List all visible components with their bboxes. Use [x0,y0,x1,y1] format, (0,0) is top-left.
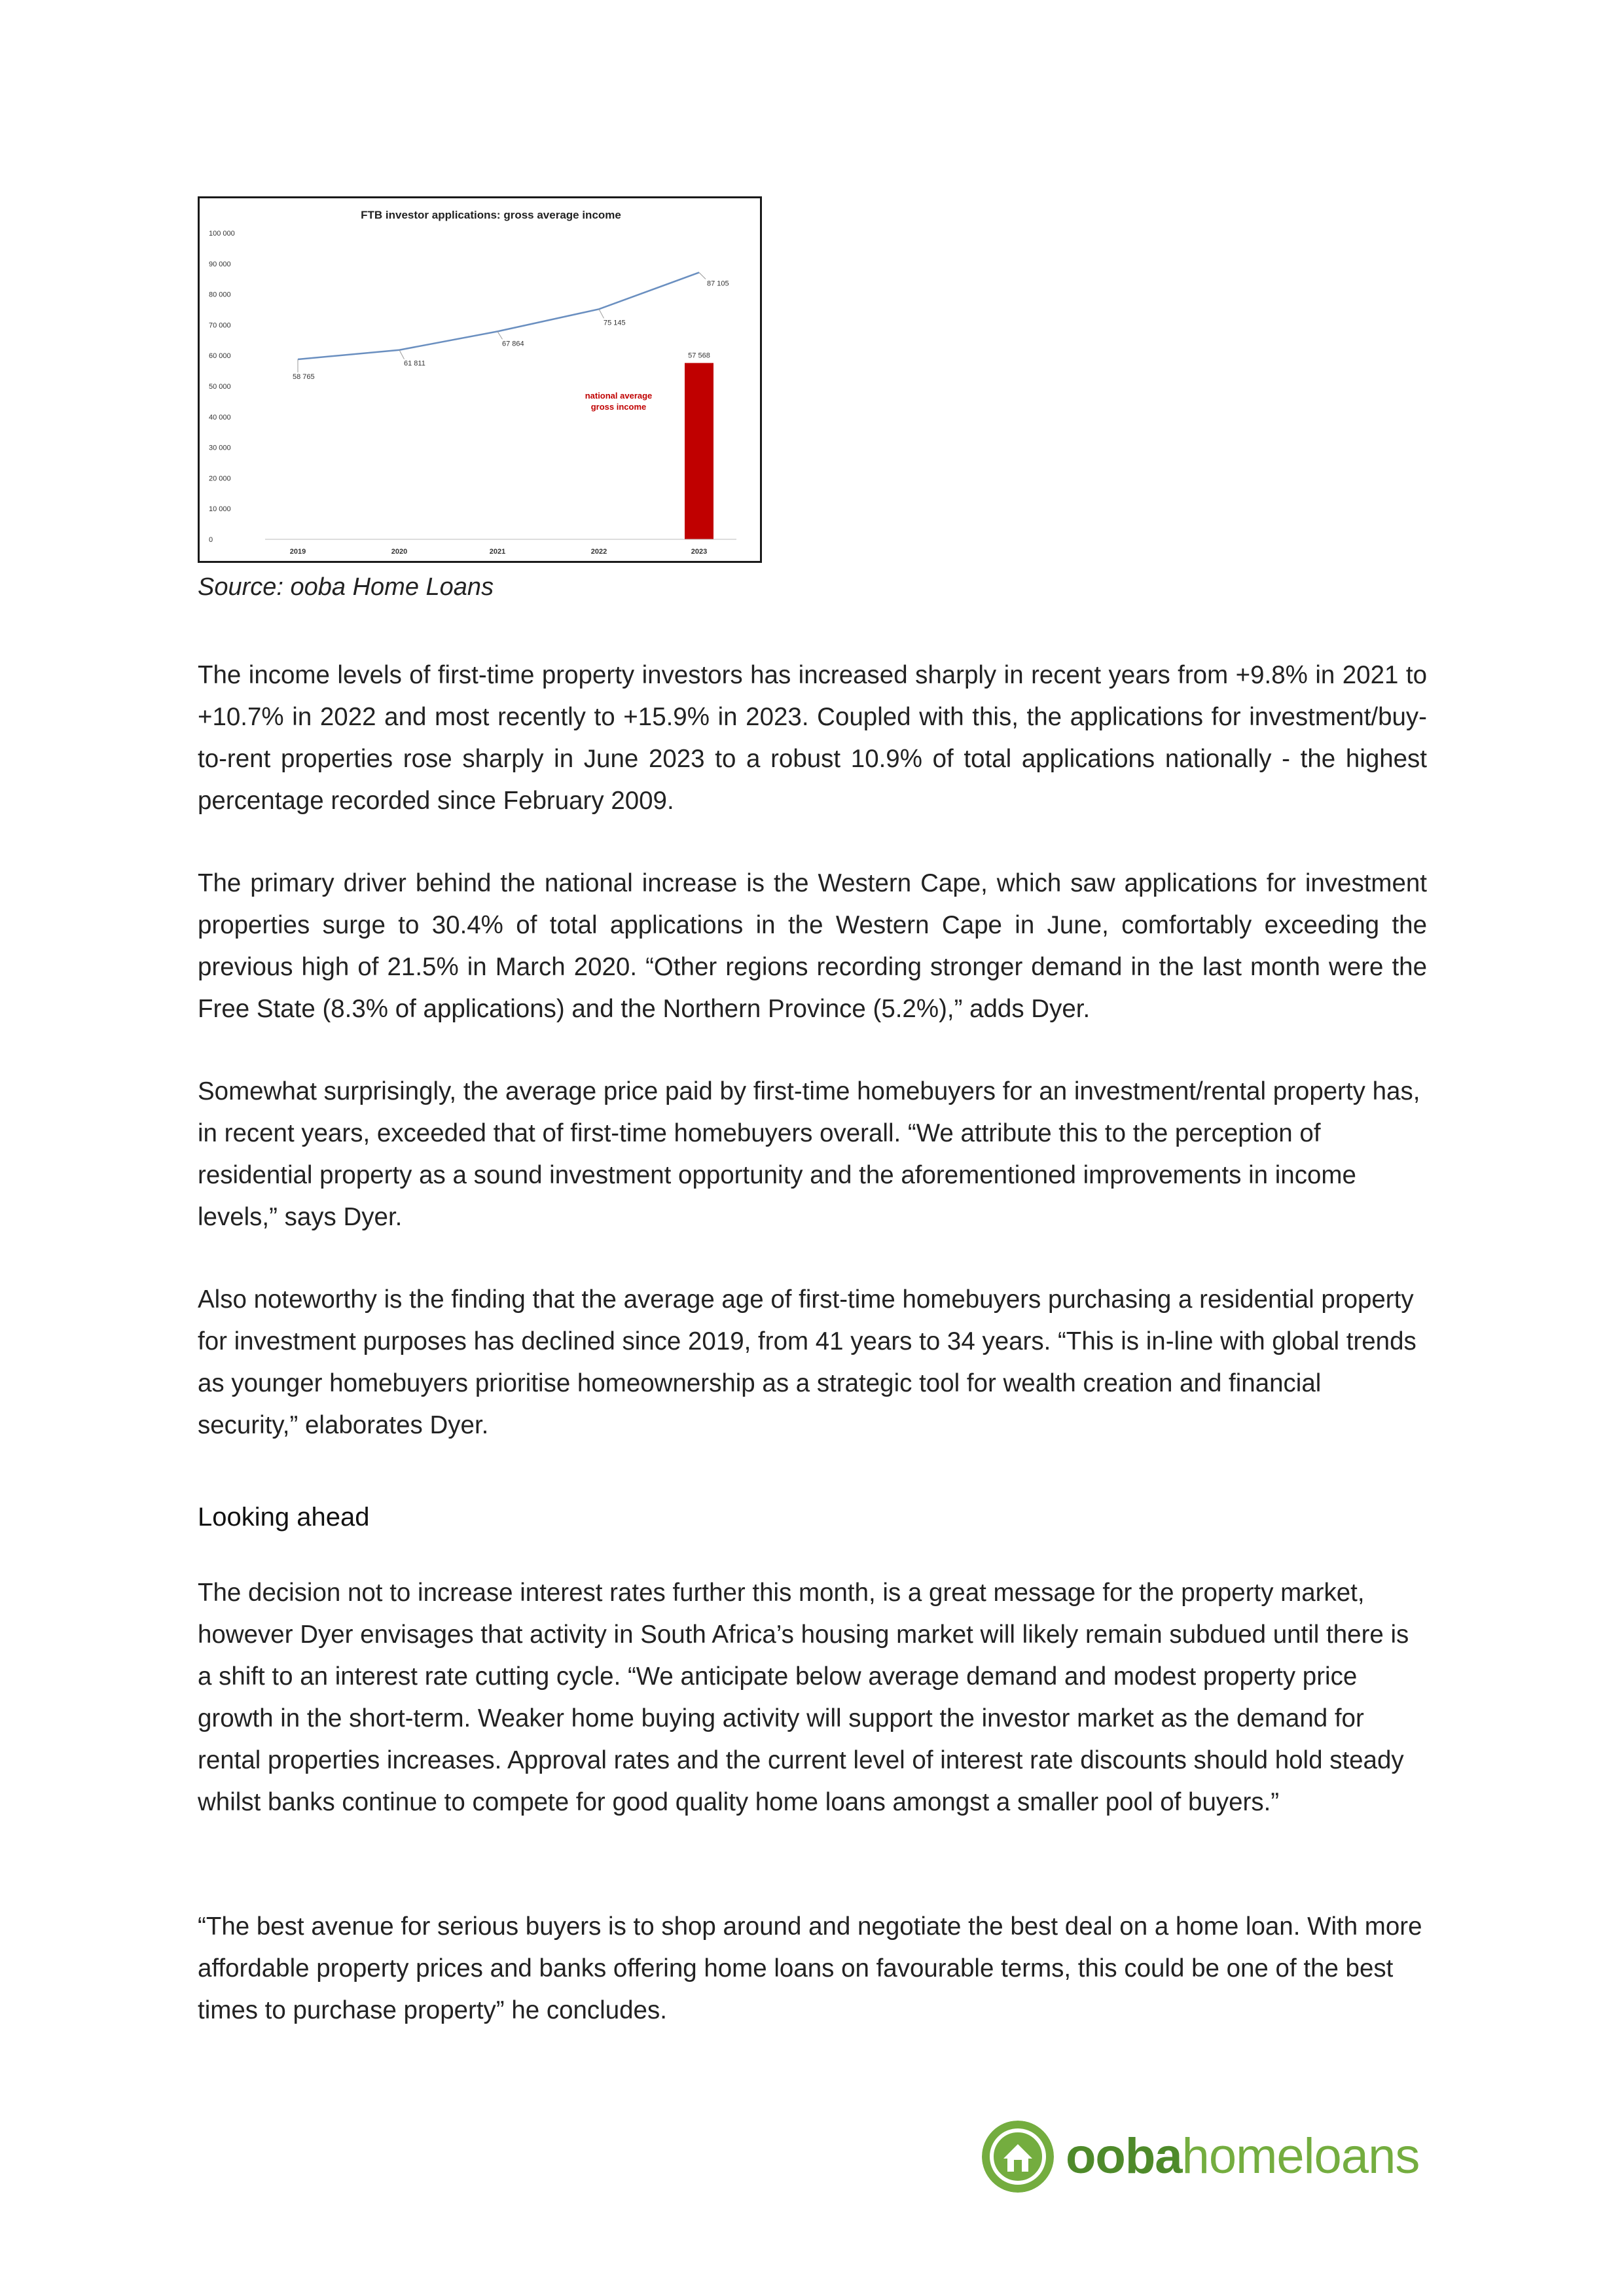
data-point-label: 87 105 [707,279,729,288]
ooba-logo [982,2121,1440,2193]
data-point-label: 75 145 [604,319,626,327]
logo-wordmark [1066,2127,1419,2186]
y-tick-label: 30 000 [209,444,231,452]
logo-text-bold: ooba [1066,2128,1182,2184]
section-heading: Looking ahead [198,1503,370,1532]
y-tick-label: 70 000 [209,321,231,330]
national-average-bar [685,363,713,539]
x-tick-label: 2022 [590,548,607,556]
bar-annotation-line1: national average [585,391,653,401]
y-tick-label: 90 000 [209,260,231,268]
data-label-leader [699,272,706,279]
y-tick-label: 50 000 [209,383,231,391]
house-icon [982,2121,1054,2193]
paragraph-3: Somewhat surprisingly, the average price paid by first-time homebuyers for an investment/rental property has, in recent years, exceeded that of first-time homebuyers overall. “We attribute this to the perception of residential property as a sound investment opportunity and the aforementioned improvements in income levels,” says Dyer. [198,1077,1420,1231]
data-label-leader [399,350,405,359]
y-tick-label: 10 000 [209,505,231,514]
paragraph-2: The primary driver behind the national increase is the Western Cape, which saw applications for investment properties surge to 30.4% of total applications in the Western Cape in June, comfortably exceeding the previous high of 21.5% in March 2020. “Other regions recording stronger demand in the last month were the Free State (8.3% of applications) and the Northern Province (5.2%),” adds Dyer. [198,869,1427,1023]
x-tick-label: 2019 [289,548,306,556]
paragraph-1: The income levels of first-time property investors has increased sharply in recent years from +9.8% in 2021 to +10.7% in 2022 and most recently to +15.9% in 2023. Coupled with this, the applications for investment/buy-to-rent properties rose sharply in June 2023 to a robust 10.9% of total applications nationally - the highest percentage recorded since February 2009. [198,661,1427,815]
y-tick-label: 60 000 [209,352,231,361]
x-tick-label: 2021 [489,548,506,556]
data-point-label: 67 864 [502,340,524,348]
chart-figure [198,196,762,563]
data-label-leader [497,331,503,339]
chart-title: FTB investor applications: gross average income [361,209,621,221]
logo-text-regular: homeloans [1182,2128,1420,2184]
x-tick-label: 2020 [391,548,408,556]
income-line [298,272,699,359]
paragraph-5: The decision not to increase interest rates further this month, is a great message for the property market, however Dyer envisages that activity in South Africa’s housing market will likely remain subdued until there is a shift to an interest rate cutting cycle. “We anticipate below average demand and modest property price growth in the short-term. Weaker home buying activity will support the investor market as the demand for rental properties increases. Approval rates and the current level of interest rate discounts should hold steady whilst banks continue to compete for good quality home loans amongst a smaller pool of buyers.” [198,1579,1409,1816]
bar-value-label: 57 568 [688,351,710,360]
y-tick-label: 20 000 [209,475,231,483]
y-tick-label: 80 000 [209,291,231,299]
bar-annotation-line2: gross income [590,402,647,412]
data-point-label: 58 765 [293,372,315,381]
paragraph-6: “The best avenue for serious buyers is to shop around and negotiate the best deal on a home loan. With more affordable property prices and banks offering home loans on favourable terms, this could be one of the best times to purchase property” he concludes. [198,1912,1422,2024]
data-label-leader [599,309,604,318]
data-point-label: 61 811 [404,359,425,368]
paragraph-4: Also noteworthy is the finding that the average age of first-time homebuyers purchasing a residential property for investment purposes has declined since 2019, from 41 years to 34 years. “This is in-line with global trends as younger homebuyers prioritise homeownership as a strategic tool for wealth creation and financial security,” elaborates Dyer. [198,1285,1416,1439]
y-tick-label: 0 [209,536,213,544]
y-tick-label: 100 000 [209,230,235,238]
y-tick-label: 40 000 [209,413,231,422]
income-chart [200,198,760,561]
figure-caption: Source: ooba Home Loans [198,573,494,601]
x-tick-label: 2023 [691,548,708,556]
